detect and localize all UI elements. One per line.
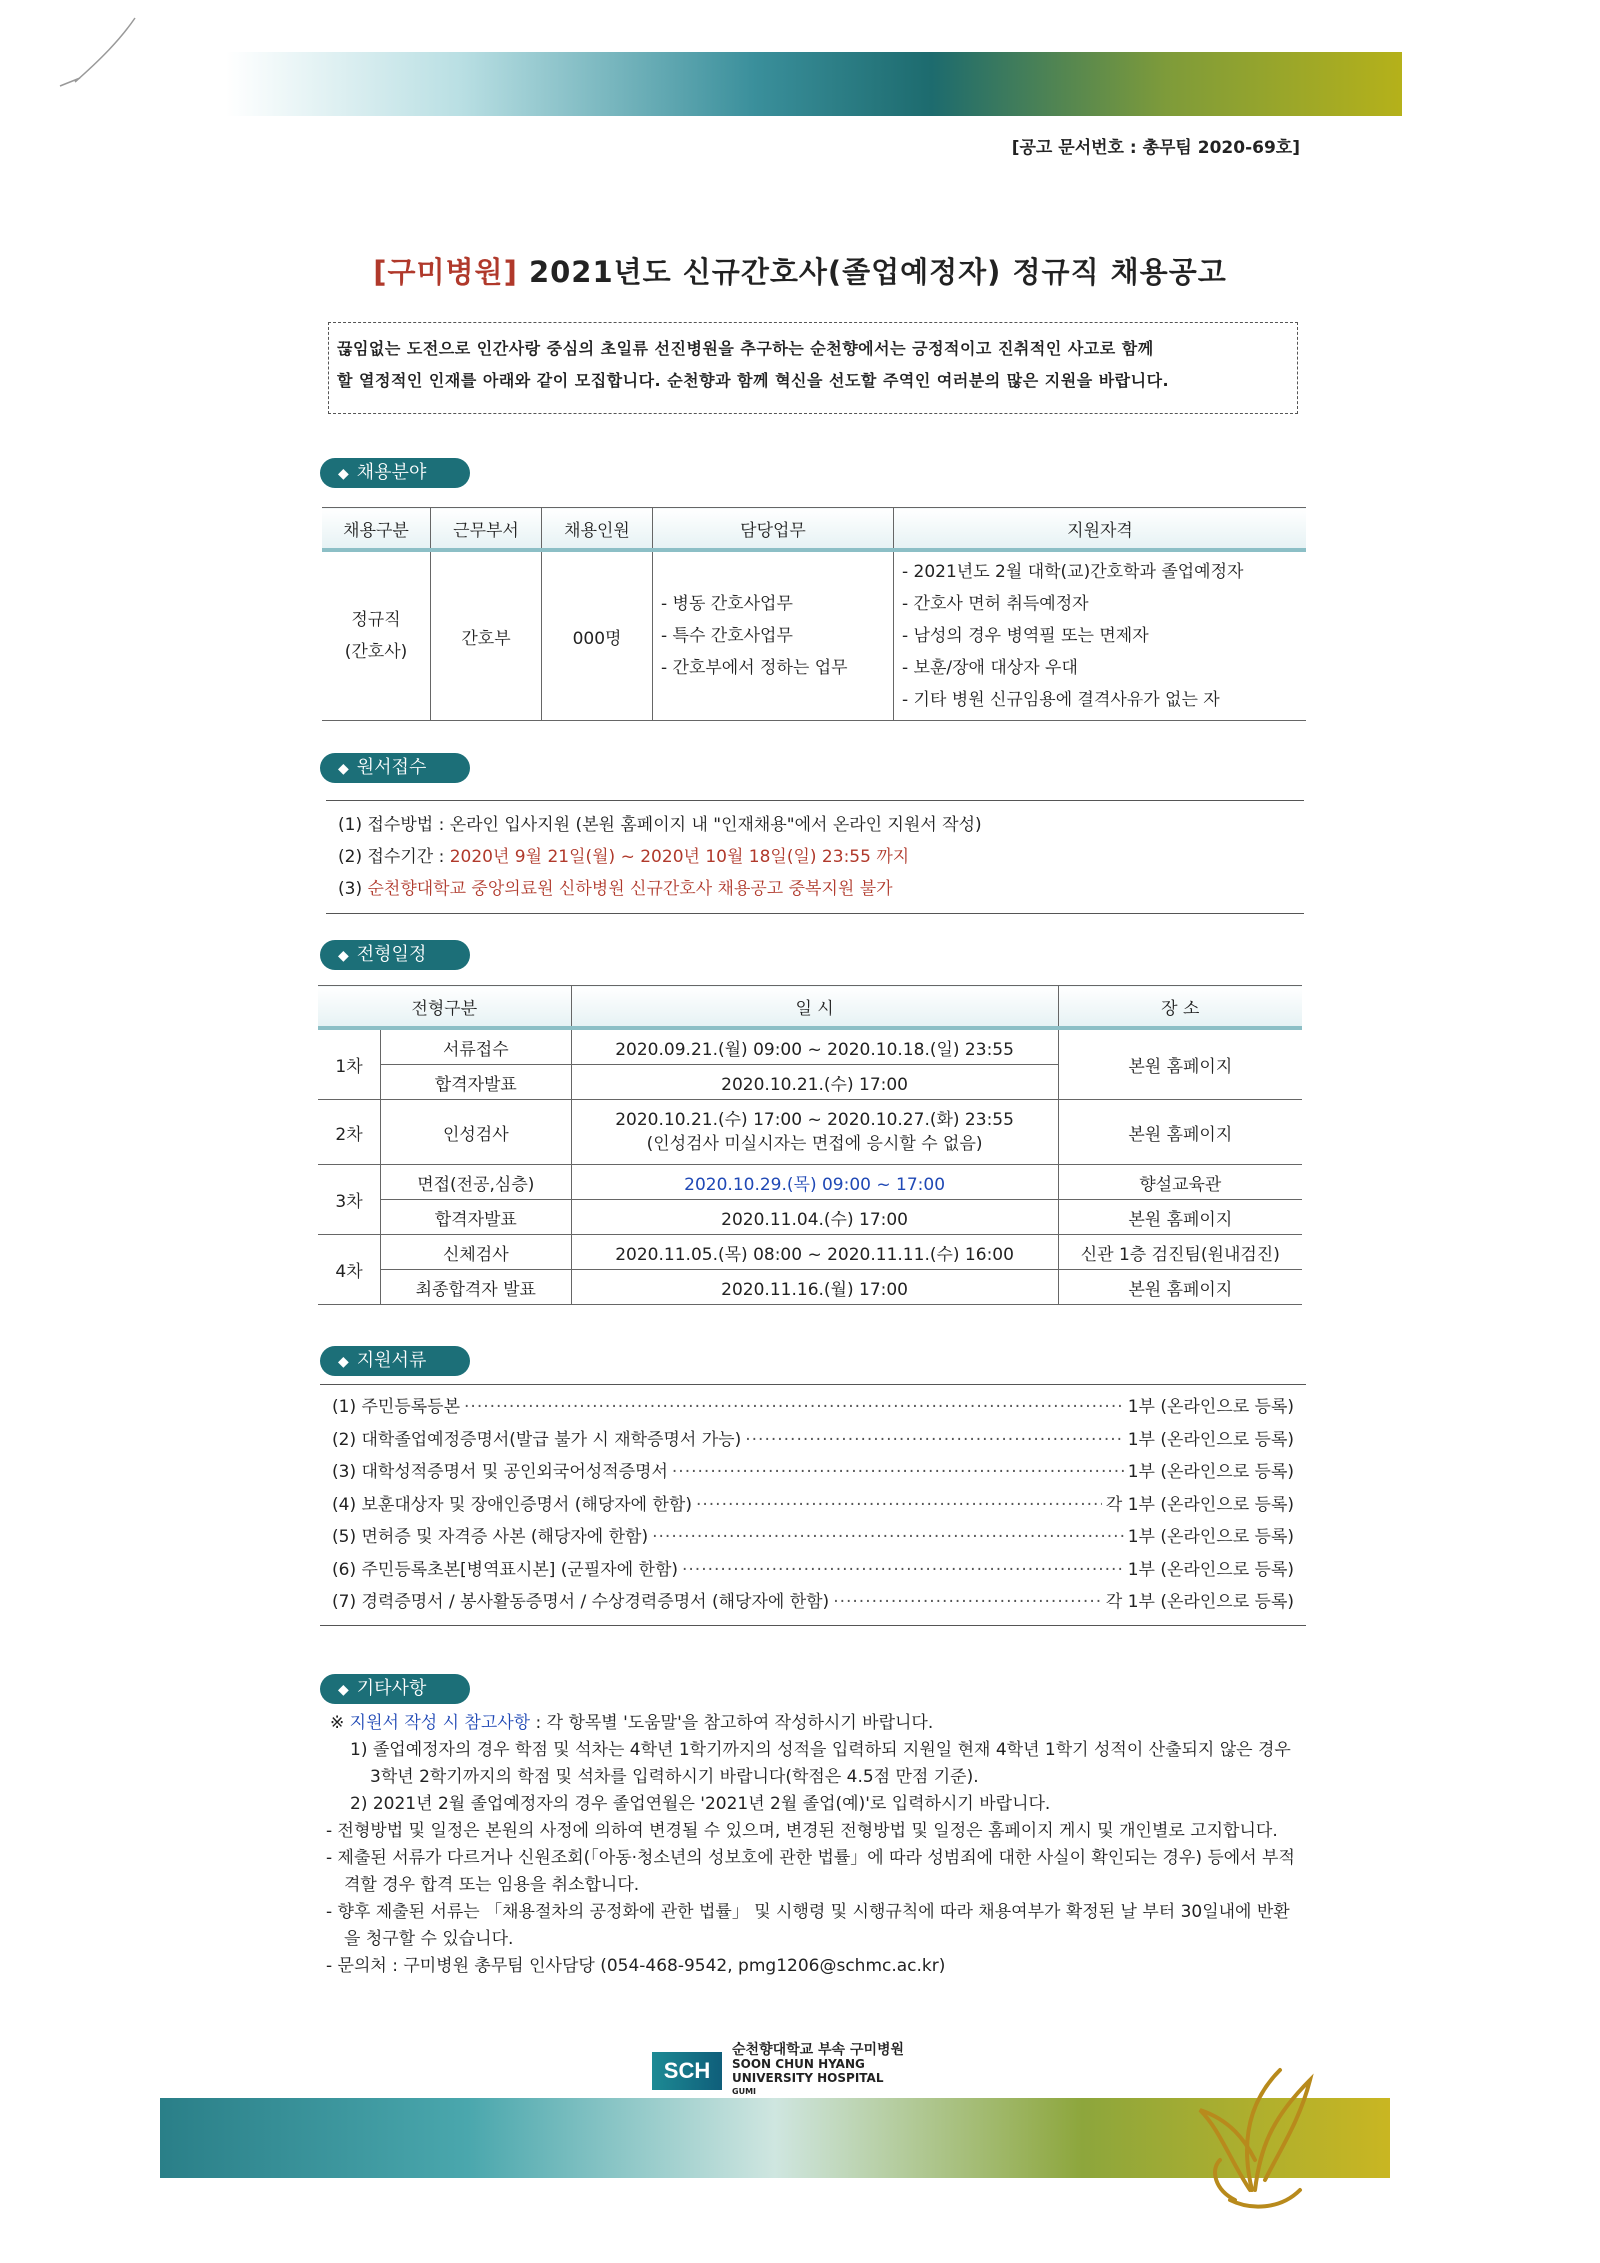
list-item: (4) 보훈대상자 및 장애인증명서 (해당자에 한함) ····· 각 1부 (온라인으로 등록) [332,1489,1294,1522]
stage-label: 3차 [318,1165,381,1235]
table-row [318,1028,1302,1065]
apply-period: (2) 접수기간 : 2020년 9월 21일(월) ~ 2020년 10월 18일(일) 23:55 까지 [338,847,910,867]
reference-item-1: 1) 졸업예정자의 경우 학점 및 석차는 4학년 1학기까지의 성적을 입력하되 지원일 현재 4학년 1학기 성적이 산출되지 않은 경우 3학년 2학기까지의 학점 및 석차를 입력하시기 바랍니다(학점은 4.5점 만점 기준). [350,1740,1291,1787]
schedule-table [318,985,1302,1305]
list-item: (6) 주민등록초본[병역표시본] (군필자에 한함) ····· 1부 (온라인으로 등록) [332,1554,1294,1587]
pen-scribble [40,10,150,90]
stage-label: 1차 [318,1028,381,1100]
document-number: [공고 문서번호 : 총무팀 2020-69호] [1011,138,1300,158]
top-banner [226,52,1402,116]
step-place: 본원 홈페이지 [1058,1100,1302,1165]
step-label: 서류접수 [381,1028,572,1065]
table-row [322,550,1306,721]
apply-box [326,800,1304,914]
step-label: 인성검사 [381,1100,572,1165]
section-recruit-heading: ◆ 채용분야 [320,458,470,488]
contact-info: - 문의처 : 구미병원 총무팀 인사담당 (054-468-9542, pmg1206@schmc.ac.kr) [326,1956,946,1976]
cell-dept: 간호부 [431,550,542,721]
diamond-icon: ◆ [338,761,349,777]
col-count: 채용인원 [542,508,653,551]
section-docs-heading: ◆ 지원서류 [320,1346,470,1376]
step-date: 2020.09.21.(월) 09:00 ~ 2020.10.18.(일) 23:55 [571,1028,1058,1065]
diamond-icon: ◆ [338,1354,349,1370]
step-label: 신체검사 [381,1235,572,1270]
col-duties: 담당업무 [653,508,894,551]
col-qualifications: 지원자격 [894,508,1307,551]
step-place: 신관 1층 검진팀(원내검진) [1058,1235,1302,1270]
col-dept: 근무부서 [431,508,542,551]
section-apply-heading: ◆ 원서접수 [320,753,470,783]
list-item: (5) 면허증 및 자격증 사본 (해당자에 한함) ····· 1부 (온라인으로 등록) [332,1521,1294,1554]
recruit-table [322,507,1306,721]
hospital-prefix: [구미병원] [373,255,518,289]
reference-note: ※ 지원서 작성 시 참고사항 : 각 항목별 '도움말'을 참고하여 작성하시기 바랍니다. [330,1713,934,1733]
docs-list [320,1384,1306,1626]
diamond-icon: ◆ [338,1682,349,1698]
step-date: 2020.11.04.(수) 17:00 [571,1200,1058,1235]
intro-line-1: 끊임없는 도전으로 인간사랑 중심의 초일류 선진병원을 추구하는 순천향에서는 긍정적이고 진취적인 사고로 함께 [337,339,1154,358]
sch-logo-mark: SCH [652,2052,722,2090]
misc-notes [326,1710,1306,1980]
table-row [318,1165,1302,1200]
stage-label: 4차 [318,1235,381,1305]
col-stage: 전형구분 [318,986,571,1029]
step-date: 2020.10.29.(목) 09:00 ~ 17:00 [571,1165,1058,1200]
step-place: 본원 홈페이지 [1058,1200,1302,1235]
note-disqualification: - 제출된 서류가 다르거나 신원조회(「아동·청소년의 성보호에 관한 법률」에 따라 성범죄에 대한 사실이 확인되는 경우) 등에서 부적격할 경우 합격 또는 임용을 취소합니다. [326,1848,1295,1895]
list-item: (1) 주민등록등본 ····· 1부 (온라인으로 등록) [332,1391,1294,1424]
intro-box [328,322,1298,414]
logo-text: 순천향대학교 부속 구미병원 SOON CHUN HYANG UNIVERSITY HOSPITAL GUMI [732,2042,905,2096]
step-place: 향설교육관 [1058,1165,1302,1200]
cell-type: 정규직 (간호사) [322,550,431,721]
note-document-return: - 향후 제출된 서류는 「채용절차의 공정화에 관한 법률」 및 시행령 및 시행규칙에 따라 채용여부가 확정된 날 부터 30일내에 반환을 청구할 수 있습니다. [326,1902,1290,1949]
list-item: (2) 대학졸업예정증명서(발급 불가 시 재학증명서 가능) ····· 1부 (온라인으로 등록) [332,1424,1294,1457]
cell-count: 000명 [542,550,653,721]
step-date: 2020.11.05.(목) 08:00 ~ 2020.11.11.(수) 16:00 [571,1235,1058,1270]
step-date: 2020.10.21.(수) 17:00 ~ 2020.10.27.(화) 23:55 (인성검사 미실시자는 면접에 응시할 수 없음) [571,1100,1058,1165]
step-label: 합격자발표 [381,1200,572,1235]
title-main: 2021년도 신규간호사(졸업예정자) 정규직 채용공고 [528,255,1227,289]
intro-line-2: 할 열정적인 인재를 아래와 같이 모집합니다. 순천향과 함께 혁신을 선도할 주역인 여러분의 많은 지원을 바랍니다. [337,371,1170,390]
step-place: 본원 홈페이지 [1058,1270,1302,1305]
page-title [0,250,1600,291]
list-item: (3) 대학성적증명서 및 공인외국어성적증명서 ····· 1부 (온라인으로 등록) [332,1456,1294,1489]
cell-qualifications: - 2021년도 2월 대학(교)간호학과 졸업예정자 - 간호사 면허 취득예정자 - 남성의 경우 병역필 또는 면제자 - 보훈/장애 대상자 우대 - 기타 병원 신규임용에 결격사유가 없는 자 [894,550,1307,721]
step-date: 2020.11.16.(월) 17:00 [571,1270,1058,1305]
table-row [318,1100,1302,1165]
col-type: 채용구분 [322,508,431,551]
apply-method: (1) 접수방법 : 온라인 입사지원 (본원 홈페이지 내 "인재채용"에서 온라인 지원서 작성) [338,815,982,835]
col-datetime: 일 시 [571,986,1058,1029]
diamond-icon: ◆ [338,948,349,964]
step-place: 본원 홈페이지 [1058,1028,1302,1100]
step-label: 면접(전공,심층) [381,1165,572,1200]
stage-label: 2차 [318,1100,381,1165]
table-row [318,1200,1302,1235]
col-place: 장 소 [1058,986,1302,1029]
section-misc-heading: ◆ 기타사항 [320,1674,470,1704]
table-row [318,1270,1302,1305]
apply-duplicate-note: (3) 순천향대학교 중앙의료원 신하병원 신규간호사 채용공고 중복지원 불가 [338,879,893,899]
hospital-logo [652,2043,904,2099]
reference-item-2: 2) 2021년 2월 졸업예정자의 경우 졸업연월은 '2021년 2월 졸업(예)'로 입력하시기 바랍니다. [350,1794,1051,1814]
diamond-icon: ◆ [338,466,349,482]
list-item: (7) 경력증명서 / 봉사활동증명서 / 수상경력증명서 (해당자에 한함) ····· 각 1부 (온라인으로 등록) [332,1586,1294,1619]
cell-duties: - 병동 간호사업무 - 특수 간호사업무 - 간호부에서 정하는 업무 [653,550,894,721]
step-label: 최종합격자 발표 [381,1270,572,1305]
step-label: 합격자발표 [381,1065,572,1100]
phoenix-icon [1160,2040,1340,2220]
step-date: 2020.10.21.(수) 17:00 [571,1065,1058,1100]
table-row [318,1235,1302,1270]
section-schedule-heading: ◆ 전형일정 [320,940,470,970]
note-schedule-change: - 전형방법 및 일정은 본원의 사정에 의하여 변경될 수 있으며, 변경된 전형방법 및 일정은 홈페이지 게시 및 개인별로 고지합니다. [326,1821,1278,1841]
